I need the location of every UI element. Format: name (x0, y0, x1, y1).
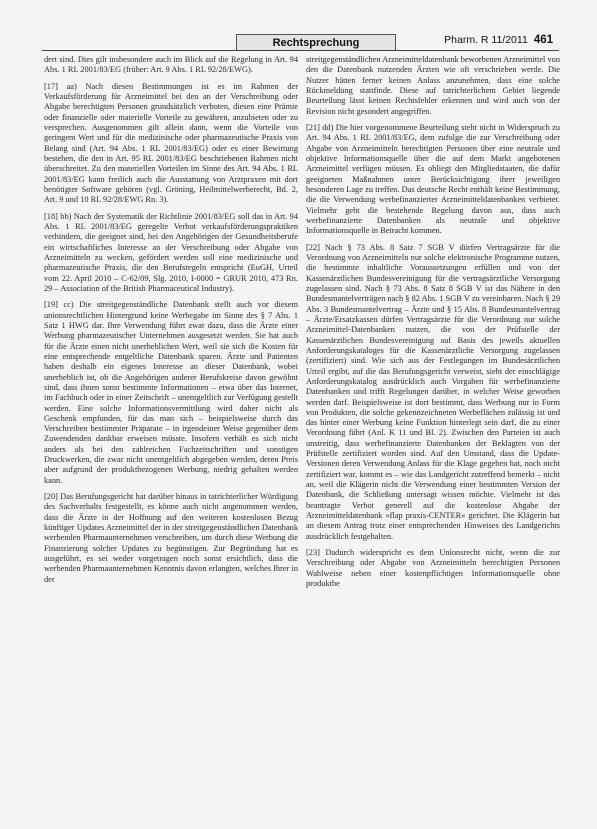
section-title: Rechtsprechung (236, 34, 396, 51)
paragraph: [20] Das Berufungsgericht hat darüber hinaus in tatrichterlicher Würdigung des Sachverhalts festgestellt, es könne auch nicht angenommen werden, dass die Ärzte in der Hoffnung auf den weiteren kostenlosen Bezug künftiger Updates Arzneimittel der in der streitgegenständlichen Datenbank werbenden Pharmaunternehmen verschreiben, um durch diese Werbung die Finanzierung solcher Updates zu begünstigen. Zur Begründung hat es ausgeführt, es sei weder vorgetragen noch sonst ersichtlich, dass die werbenden Pharmaunternehmen Kenntnis davon erlangten, welches Ihrer in der (44, 492, 298, 584)
right-column (306, 55, 560, 827)
paragraph: [21] dd) Die hier vorgenommene Beurteilung steht nicht in Widerspruch zu Art. 94 Abs. 1 RL 2001/83/EG, dem zufolge die zur Verschreibung oder Abgabe von Arzneimitteln berechtigten Personen über eine neutrale und objektive Informationsquelle über die auf dem Markt angebotenen Arzneimittel verfügen müssen. Es obliegt den Mitgliedstaaten, die dafür geeigneten Maßnahmen unter Berücksichtigung ihrer jeweiligen besonderen Lage zu treffen. Das deutsche Recht enthält keine Bestimmung, die die Verwendung werbefinanzierter Arzneimitteldatenbanken verbietet. Vielmehr geht die bestehende Regelung davon aus, dass auch werbefinanzierte Datenbanken als neutrale und objektive Informationsquelle in Betracht kommen. (306, 122, 560, 236)
page-number: 461 (533, 34, 553, 46)
paragraph: [19] cc) Die streitgegenständliche Datenbank stellt auch vor diesem unionsrechtlichen Hintergrund keine Werbegabe im Sinne des § 7 Abs. 1 Satz 1 HWG dar. Ihre Verwendung führt zwar dazu, dass die Ärzte einer Werbung pharmazeutischer Unternehmen ausgesetzt werden. Sie hat auch für die Ärzte einen nicht unerheblichen Wert, weil sie sich die Kosten für eine entsprechende entgeltliche Datenbank sparen. Ärzte und Patienten haben deshalb ein eigenes Interesse an dieser Datenbank, wobei unerheblich ist, ob die Angehörigen anderer Berufskreise davon gewöhnt sind, dass ihnen sonst bestimmte Informationen – etwa über das Internet, im Fachbuch oder in einer Zeitschrift – unentgeltlich zur Verfügung gestellt werden. Eine solche Informationsvermittlung wird daher nicht als Geschenk empfunden, für das man sich – beispielsweise durch das Verschreiben bestimmter Präparate – in irgendeiner Weise gegenüber dem Zuwendenden dankbar erweisen müsste. Insofern verhält es sich nicht anders als bei den zahlreichen Fachzeitschriften und sonstigen Druckwerken, die zwar nicht unentgeltlich abgegeben werden, deren Preis aber aufgrund der produktbezogenen Werbung, niedrig gehalten werden kann. (44, 300, 298, 485)
header-rule (42, 50, 559, 51)
journal-name: Pharm. R 11/2011 (444, 34, 528, 46)
paragraph: [22] Nach § 73 Abs. 8 Satz 7 SGB V dürfen Vertragsärzte für die Verordnung von Arzneimitteln nur solche elektronische Programme nutzen, die bestimmte inhaltliche Voraussetzungen erfüllen und von der Kassenärztlichen Bundesvereinigung für die vertragsärztliche Versorgung zugelassen sind. Nach § 73 Abs. 8 Satz 8 SGB V ist das Nähere in den Bundesmantelverträgen nach § 82 Abs. 1 SGB V zu vereinbaren. Nach § 29 Abs. 3 Bundesmantelvertrag – Ärzte und § 15 Abs. 8 Bundesmantelvertrag – Ärzte/Ersatzkassen dürfen Vertragsärzte für die Verordnung nur solche Arzneimittel-Datenbanken nutzen, die von der Prüfstelle der Kassenärztlichen Bundesvereinigung auf Basis des jeweils aktuellen Anforderungskataloges für die Kassenärztliche Versorgung zugelassen (zertifiziert) sind. Wie sich aus der Festlegungen im Bundesärztlichen Urteil ergibt, auf die das Berufungsgericht verweist, sieht der einschlägige Anforderungskatalog ausdrücklich auch Vorgaben für werbefinanzierte Datenbanken und trifft Regelungen darüber, in welcher Weise geworben werden darf. Beispielsweise ist dort bestimmt, dass Werbung nur in Form von Produkten, die solche gekennzeichneten Werbeflächen zulässig ist und das hinter einer Werbung keine Funktion hinterlegt sein darf, die zu einer Verordnung führt (Anl. K 11 und Bl. 2). Zwischen den Parteien ist auch unstreitig, dass werbefinanzierte Datenbanken der Beklagten von der Prüfstelle zertifiziert worden sind. Auf den Umstand, dass die Update-Versionen deren Verwendung Anlass für die Klage gegeben hat, noch nicht zertifiziert war, kommt es – wie das Landgericht zutreffend bemerkt – nicht an, weil die Klägerin nicht die Verwendung einer bestimmten Version der Datenbank, die Schließung untersagt wissen möchte. Vielmehr ist das beantragte Verbot generell auf die kostenlose Abgabe der Arzneimitteldatenbank »flap praxis-CENTER« gerichtet. Die Klägerin hat an diesem Antrag trotz einer entsprechenden Hinweises des Landgerichts ausdrücklich festgehalten. (306, 242, 560, 541)
paragraph: [18] bb) Nach der Systematik der Richtlinie 2001/83/EG soll das in Art. 94 Abs. 1 RL 2001/83/EG geregelte Verbot verkaufsförderungspraktiken verhindern, die geeignet sind, bei den Angehörigen der Gesundheitsberufe ein wirtschaftliches Interesse an der Verschreibung oder Abgabe von Arzneimitteln zu wecken, gefördert werden soll eine medizinische und pharmazeutische Praxis, die den Berufsregeln entspricht (EuGH, Urteil vom 22. April 2010 – C-62/09, Slg. 2010, I-0000 = GRUR 2010, 473 Rn. 29 – Association of the British Pharmaceutical Industry). (44, 211, 298, 293)
paragraph: [17] aa) Nach diesen Bestimmungen ist es im Rahmen der Verkaufsförderung für Arzneimittel bei den an der Verschreibung oder Abgabe berechtigten Personen grundsätzlich verboten, diesen eine Prämie oder finanzielle oder materielle Vorteile zu gewähren, anzubieten oder zu versprechen. Ausgenommen gilt allein dann, wenn die Vorteile von geringem Wert und für die medizinische oder pharmazeutische Praxis von Belang sind (Art. 94 Abs. 1 RL 2001/83/EG) oder es einer Bewirtung bestehen, die den in Art. 95 RL 2001/83/EG beschriebenen Rahmen nicht überschreitet. Zu den materiellen Vorteilen im Sinne des Art. 94 Abs. 1 RL 2001/83/EG kann freilich auch die Ausstattung von Arztpraxen mit dort benötigter Software gehören (vgl. Gröning, Heilmittelwerberecht, Bd. 2, Art. 9 und 10 RL 92/28/EWG Rn. 3). (44, 81, 298, 205)
paragraph: dert sind. Dies gilt insbesondere auch im Blick auf die Regelung in Art. 94 Abs. 1 RL 2001/83/EG (früher: Art. 9 Abs. 1 RL 92/28/EWG). (44, 55, 298, 75)
journal-info (444, 34, 553, 46)
page-header (0, 0, 597, 50)
left-column (44, 55, 298, 827)
paragraph: streitgegenständlichen Arzneimitteldatenbank beworbenen Arzneimittel von den die Datenbank nutzenden Ärzten wie oft verschrieben werde. Die Nutzer hätten ferner keinen Anlass anzunehmen, dass eine solche Rückmeldung stattfinde. Diese auf tatrichterlichem Gebiet liegende Beurteilung lässt keinen Rechtsfehler erkennen und wird auch von der Revision nicht gesondert angegriffen. (306, 55, 560, 116)
paragraph: [23] Dadurch widerspricht es dem Unionsrecht nicht, wenn die zur Verschreibung oder Abgabe von Arzneimitteln berechtigten Personen Wahlweise neben einer kostenpflichtigen Informationsquelle ohne produktbe (306, 548, 560, 589)
